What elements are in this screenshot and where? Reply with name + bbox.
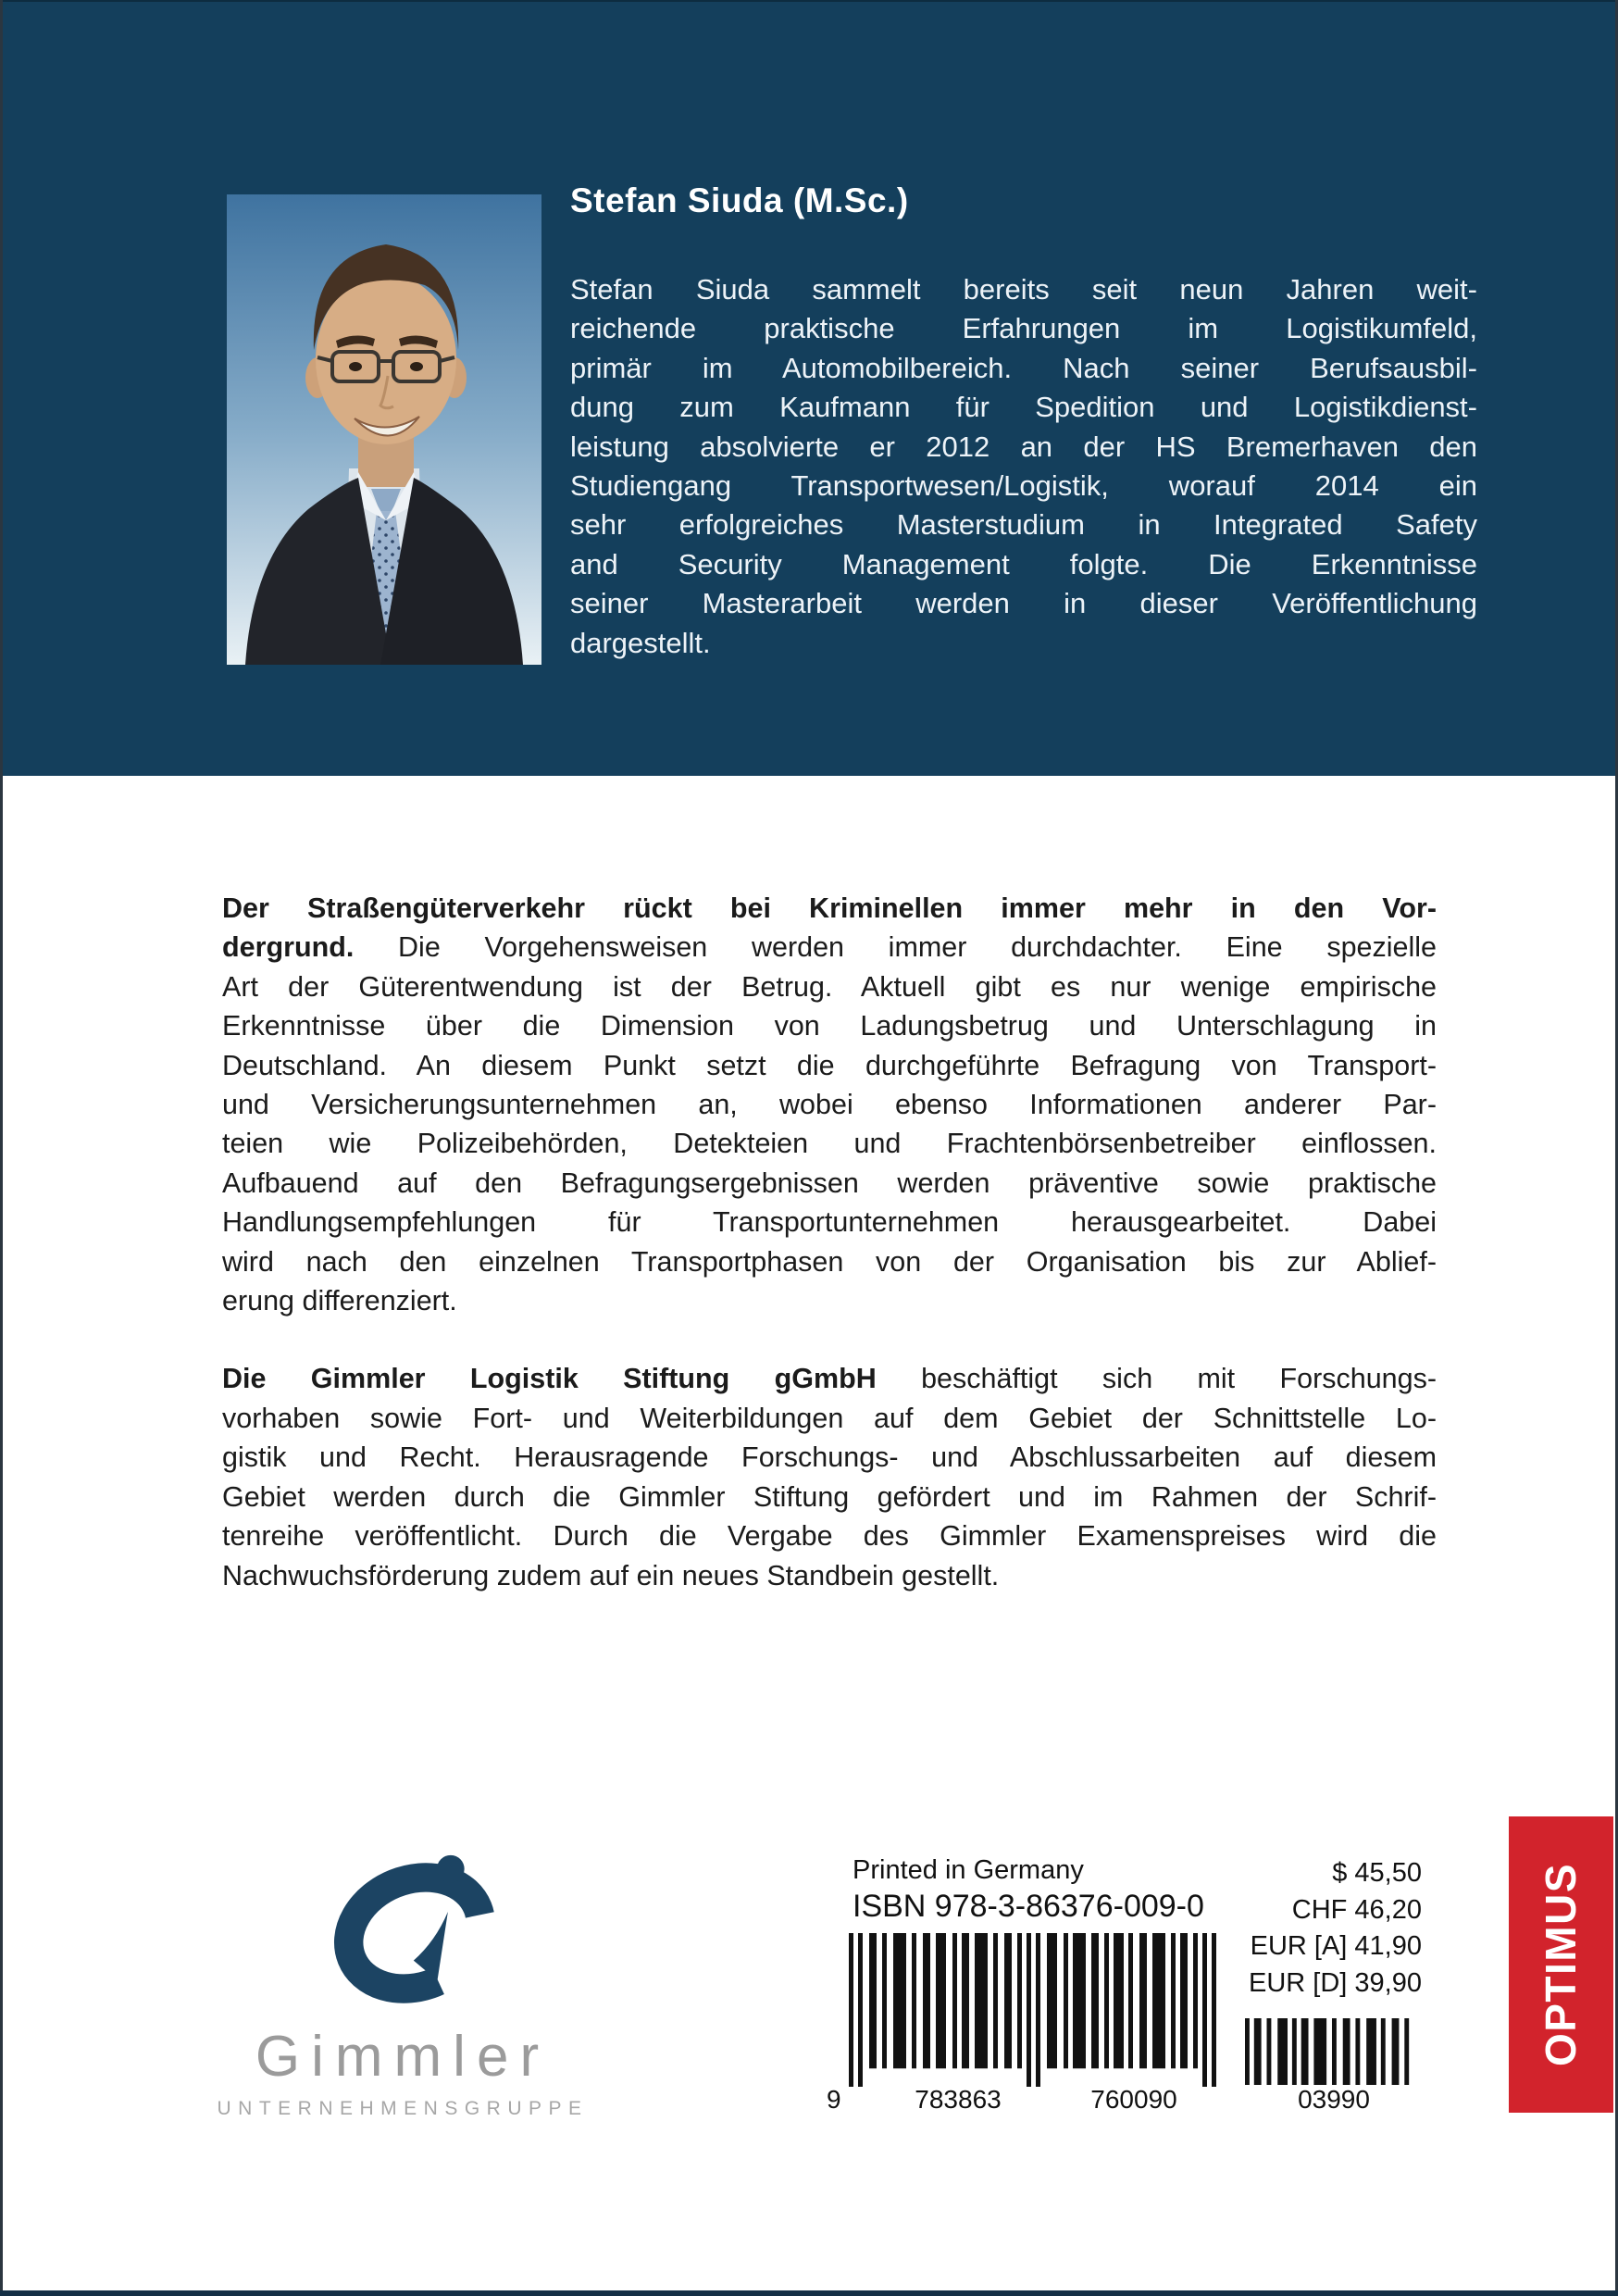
blurb-text: erung differenziert. [222, 1285, 457, 1317]
bio-line: sehr erfolgreiches Masterstudium in Integrated Safety [570, 508, 1477, 542]
blurb-paragraph-2 [222, 1359, 1437, 1594]
isbn-label: ISBN 978-3-86376-009-0 [853, 1889, 1204, 1924]
gimmler-logo-icon [326, 1852, 504, 2015]
blurb-line [222, 1164, 1437, 1203]
price-line: EUR [A] 41,90 [1250, 1931, 1422, 1961]
blurb-line [222, 1438, 1437, 1477]
publisher-spine-label: OPTIMUS [1537, 1862, 1586, 2067]
blurb-text: Art der Güterentwendung ist der Betrug. Aktuell gibt es nur wenige empirische [222, 970, 1437, 1003]
blurb-line [222, 967, 1437, 1006]
bio-line: reichende praktische Erfahrungen im Logistikumfeld, [570, 312, 1477, 345]
publisher-brand-subtitle: UNTERNEHMENSGRUPPE [217, 2098, 589, 2119]
blurb-text: Aufbauend auf den Befragungsergebnissen werden präventive sowie praktische [222, 1167, 1437, 1199]
bio-line: dargestellt. [570, 626, 711, 659]
blurb-text: Handlungsempfehlungen für Transportunternehmen herausgearbeitet. Dabei [222, 1206, 1437, 1239]
bio-line: Stefan Siuda sammelt bereits seit neun Jahren weit- [570, 273, 1477, 306]
blurb-text: vorhaben sowie Fort- und Weiterbildungen auf dem Gebiet der Schnittstelle Lo- [222, 1402, 1437, 1434]
barcode-digit-group2: 760090 [1090, 2085, 1177, 2114]
bio-line: seiner Masterarbeit werden in dieser Veröffentlichung [570, 587, 1477, 620]
blurb-paragraph-1 [222, 889, 1437, 1320]
publisher-brand-name: Gimmler [255, 2025, 551, 2089]
blurb-bold-text: dergrund. [222, 931, 355, 964]
blurb-text: beschäftigt sich mit Forschungs- [876, 1363, 1437, 1395]
author-portrait-illustration [227, 194, 541, 665]
blurb-text: Die Vorgehensweisen werden immer durchdachter. Eine spezielle [354, 931, 1437, 964]
blurb-line [222, 1359, 1437, 1398]
blurb-line [222, 1006, 1437, 1045]
blurb-text: teien wie Polizeibehörden, Detekteien und Frachtenbörsenbetreiber einflossen. [222, 1128, 1437, 1160]
blurb-text: wird nach den einzelnen Transportphasen von der Organisation bis zur Ablief- [222, 1245, 1437, 1278]
bio-line: primär im Automobilbereich. Nach seiner Berufsausbil- [570, 351, 1477, 384]
price-line: $ 45,50 [1332, 1858, 1422, 1888]
bio-line: dung zum Kaufmann für Spedition und Logistikdienst- [570, 391, 1477, 424]
blurb-line [222, 1281, 1437, 1320]
blurb-line [222, 889, 1437, 928]
blurb-text: Erkenntnisse über die Dimension von Ladungsbetrug und Unterschlagung in [222, 1010, 1437, 1042]
page-edge-left [0, 0, 3, 2296]
publisher-spine-tab [1509, 1816, 1613, 2113]
barcode-digit-group1: 783863 [915, 2085, 1002, 2114]
blurb-line [222, 1516, 1437, 1555]
blurb-line [222, 1046, 1437, 1085]
blurb-text: Nachwuchsförderung zudem auf ein neues Standbein gestellt. [222, 1559, 1000, 1591]
page-edge-bottom [0, 2290, 1618, 2296]
blurb-line [222, 1478, 1437, 1516]
printed-in-label: Printed in Germany [853, 1855, 1084, 1885]
blurb-line [222, 1556, 1437, 1595]
blurb-line [222, 928, 1437, 967]
blurb-line [222, 1242, 1437, 1281]
back-cover-blurb [222, 889, 1437, 1595]
author-photo [227, 194, 541, 665]
barcode-digit-addon: 03990 [1298, 2085, 1370, 2114]
price-list [1111, 1855, 1422, 2002]
bio-line: and Security Management folgte. Die Erkenntnisse [570, 547, 1477, 580]
blurb-bold-text: Die Gimmler Logistik Stiftung gGmbH [222, 1363, 877, 1395]
blurb-bold-text: Der Straßengüterverkehr rückt bei Kriminellen immer mehr in den Vor- [222, 892, 1437, 924]
blurb-line [222, 1399, 1437, 1438]
author-name: Stefan Siuda (M.Sc.) [570, 181, 909, 219]
bio-line: Studiengang Transportwesen/Logistik, worauf 2014 ein [570, 469, 1477, 503]
price-line: EUR [D] 39,90 [1249, 1967, 1422, 1998]
blurb-text: gistik und Recht. Herausragende Forschungs- und Abschlussarbeiten auf diesem [222, 1441, 1437, 1474]
blurb-text: und Versicherungsunternehmen an, wobei ebenso Informationen anderer Par- [222, 1089, 1437, 1121]
blurb-line [222, 1124, 1437, 1163]
blurb-text: tenreihe veröffentlicht. Durch die Vergabe des Gimmler Examenspreises wird die [222, 1520, 1437, 1553]
blurb-line [222, 1085, 1437, 1124]
bio-line: leistung absolvierte er 2012 an der HS Bremerhaven den [570, 430, 1477, 463]
page-edge-top [0, 0, 1618, 2]
author-bio [570, 270, 1477, 663]
blurb-text: Gebiet werden durch die Gimmler Stiftung gefördert und im Rahmen der Schrif- [222, 1480, 1437, 1513]
price-addon-barcode [1245, 2018, 1417, 2085]
price-line: CHF 46,20 [1291, 1894, 1422, 1925]
blurb-line [222, 1203, 1437, 1242]
barcode-digit-lead: 9 [827, 2085, 841, 2114]
header-section [0, 0, 1618, 776]
blurb-text: Deutschland. An diesem Punkt setzt die durchgeführte Befragung von Transport- [222, 1049, 1437, 1081]
